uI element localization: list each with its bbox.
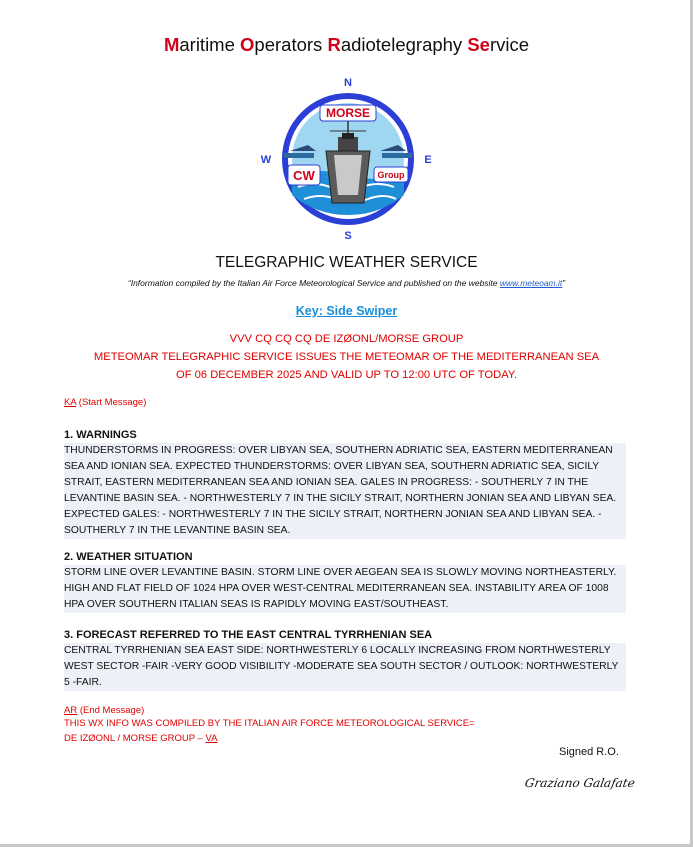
end-message xyxy=(64,705,144,717)
title-part: aritime xyxy=(179,34,241,55)
title-part: R xyxy=(327,34,341,55)
compass-east: E xyxy=(424,154,432,166)
section-body: THUNDERSTORMS IN PROGRESS: OVER LIBYAN SEA, SOUTHERN ADRIATIC SEA, EASTERN MEDITERRANEAN SEA AND IONIAN SEA. EXPECTED THUNDERSTORMS: OVER LIBYAN SEA, SOUTHERN ADRIATIC SEA, SICILY STRAIT, EASTERN MEDITERRANEAN SEA AND IONIAN SEA. GALES IN PROGRESS: - SOUTHERLY 7 IN THE LEVANTINE BASIN SEA. - NORTHWESTERLY 7 IN THE SICILY STRAIT, NORTHERN JONIAN SEA AND LIBYAN SEA. EXPECTED GALES: - NORTHWESTERLY 7 IN THE SICILY STRAIT, NORTHERN JONIAN SEA AND LIBYAN SEA. - SOUTHERLY 7 IN THE LEVANTINE BASIN SEA. xyxy=(64,443,626,539)
sign-off-code: VA xyxy=(205,733,218,744)
sign-off-line xyxy=(64,733,217,745)
key-label: Key: Side Swiper xyxy=(295,304,398,318)
section-heading: 2. WEATHER SITUATION xyxy=(64,551,193,563)
start-message-label: (Start Message) xyxy=(76,397,147,408)
source-note-text: “Information compiled by the Italian Air Force Meteorological Service and published on the website xyxy=(127,278,500,288)
logo-morse-text: MORSE xyxy=(325,106,371,120)
page-title xyxy=(0,34,693,56)
logo-cw-text: CW xyxy=(293,168,315,183)
section-weather-situation xyxy=(64,551,634,613)
section-body: STORM LINE OVER LEVANTINE BASIN. STORM LINE OVER AEGEAN SEA IS SLOWLY MOVING NORTHEASTERLY. HIGH AND FLAT FIELD OF 1024 HPA OVER WEST-CENTRAL MEDITERRANEAN SEA. INSTABILITY AREA OF 1008 HPA OVER SOUTHERN ITALIAN SEAS IS RAPIDLY MOVING EAST/SOUTHEAST. xyxy=(64,565,626,613)
section-warnings xyxy=(64,429,634,539)
section-heading: 1. WARNINGS xyxy=(64,429,137,441)
title-part: rvice xyxy=(489,34,530,55)
section-body: CENTRAL TYRRHENIAN SEA EAST SIDE: NORTHWESTERLY 6 LOCALLY INCREASING FROM NORTHWESTERLY WEST SECTOR -FAIR -VERY GOOD VISIBILITY -MODERATE SEA SOUTH SECTOR / OUTLOOK: NORTHWESTERLY 5 -FAIR. xyxy=(64,643,626,691)
preamble-line-2: METEOMAR TELEGRAPHIC SERVICE ISSUES THE METEOMAR OF THE MEDITERRANEAN SEA xyxy=(93,351,600,363)
compass-west: W xyxy=(260,154,272,166)
sign-off-prefix: DE IZØONL / MORSE GROUP – xyxy=(64,733,206,744)
title-part: adiotelegraphy xyxy=(340,34,468,55)
meteoam-link[interactable]: www.meteoam.it xyxy=(499,278,563,288)
end-message-label: (End Message) xyxy=(77,705,145,716)
compass-north: N xyxy=(344,77,352,89)
title-part: perators xyxy=(254,34,328,55)
title-part: Se xyxy=(467,34,490,55)
source-note xyxy=(0,278,693,288)
source-note-close: ” xyxy=(562,278,566,288)
title-part: M xyxy=(163,34,180,55)
logo-group-text: Group xyxy=(377,170,405,180)
ship-bridge xyxy=(338,137,358,151)
signed-label: Signed R.O. xyxy=(559,746,619,758)
compass-south: S xyxy=(344,230,352,241)
section-heading: 3. FORECAST REFERRED TO THE EAST CENTRAL TYRRHENIAN SEA xyxy=(64,629,433,641)
signature: Graziano Galafate xyxy=(523,776,637,790)
preamble-line-1: VVV CQ CQ CQ DE IZØONL/MORSE GROUP xyxy=(229,333,464,345)
preamble-line-3: OF 06 DECEMBER 2025 AND VALID UP TO 12:00 UTC OF TODAY. xyxy=(176,369,517,381)
start-message xyxy=(64,397,146,408)
end-message-code: AR xyxy=(64,705,78,716)
compiled-by-line: THIS WX INFO WAS COMPILED BY THE ITALIAN AIR FORCE METEOROLOGICAL SERVICE= xyxy=(64,718,475,729)
start-message-code: KA xyxy=(64,397,77,408)
title-part: O xyxy=(240,34,255,55)
morse-group-logo xyxy=(260,75,436,241)
section-forecast xyxy=(64,629,634,691)
service-subtitle: TELEGRAPHIC WEATHER SERVICE xyxy=(215,254,478,271)
